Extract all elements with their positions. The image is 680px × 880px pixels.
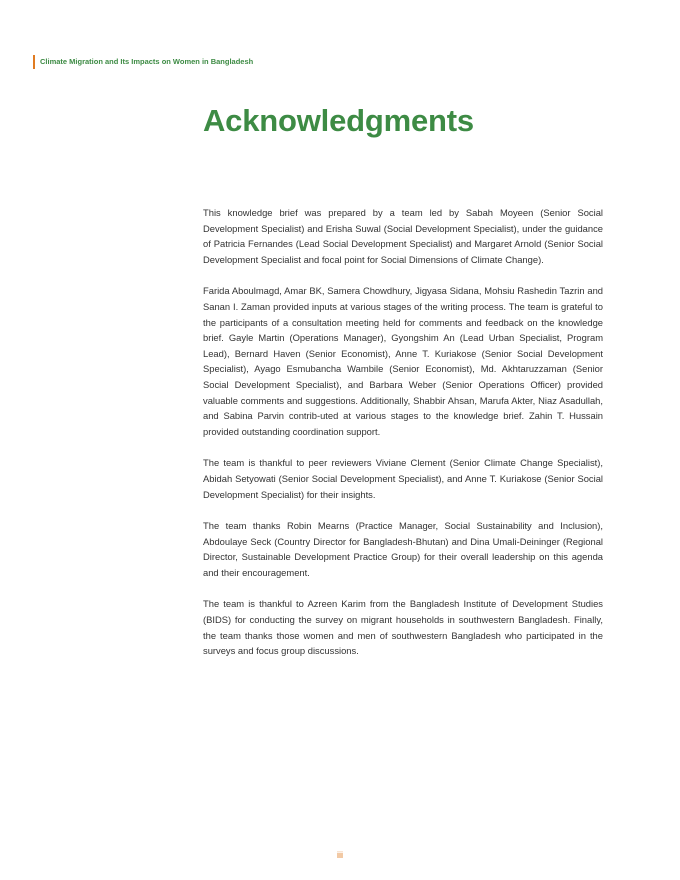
paragraph-survey: The team is thankful to Azreen Karim from the Bangladesh Institute of Development Studies (BIDS) for conducting the survey on migrant households in southwestern Bangladesh. Finally, the team thanks those women and men of southwestern Bangladesh who participated in the surveys and focus group discussions. — [203, 598, 603, 657]
paragraph-contributors: Farida Aboulmagd, Amar BK, Samera Chowdhury, Jigyasa Sidana, Mohsiu Rashedin Tazrin and Sanan I. Zaman provided inputs at various stages of the writing process. The team is grateful to the participants of a consultation meeting held for comments and feedback on the knowledge brief. Gayle Martin (Operations Manager), Gyongshim An (Lead Urban Specialist, Program Lead), Bernard Haven (Senior Economist), Anne T. Kuriakose (Senior Social Development Specialist), Ayago Esmubancha Wambile (Senior Economist), Md. Akhtaruzzaman (Senior Social Development Specialist), and Barbara Weber (Senior Operations Officer) provided valuable comments and suggestions. Additionally, Shabbir Ahsan, Marufa Akter, Niaz Asadullah, and Sabina Parvin contrib-uted at various stages to the knowledge brief. Zahin T. Hussain provided outstanding coordination support. — [203, 285, 603, 437]
paragraph-leadership: The team thanks Robin Mearns (Practice Manager, Social Sustainability and Inclusion), Abdoulaye Seck (Country Director for Bangladesh-Bhutan) and Dina Umali-Deininger (Regional Director, Sustainable Development Practice Group) for their overall leadership on this agenda and their encouragement. — [203, 520, 603, 578]
page-title: Acknowledgments — [203, 103, 474, 138]
acknowledgments-body — [203, 205, 603, 675]
running-header: Climate Migration and Its Impacts on Women in Bangladesh — [33, 55, 253, 69]
page-number: iii — [337, 850, 343, 860]
paragraph-peer-reviewers: The team is thankful to peer reviewers Viviane Clement (Senior Climate Change Specialist), Abidah Setyowati (Senior Social Development Specialist), and Anne T. Kuriakose (Senior Social Development Specialist) for their insights. — [203, 457, 603, 500]
paragraph-team: This knowledge brief was prepared by a team led by Sabah Moyeen (Senior Social Development Specialist) and Erisha Suwal (Social Development Specialist), under the guidance of Patricia Fernandes (Lead Social Development Specialist) and Margaret Arnold (Senior Social Development Specialist and focal point for Social Dimensions of Climate Change). — [203, 207, 603, 265]
